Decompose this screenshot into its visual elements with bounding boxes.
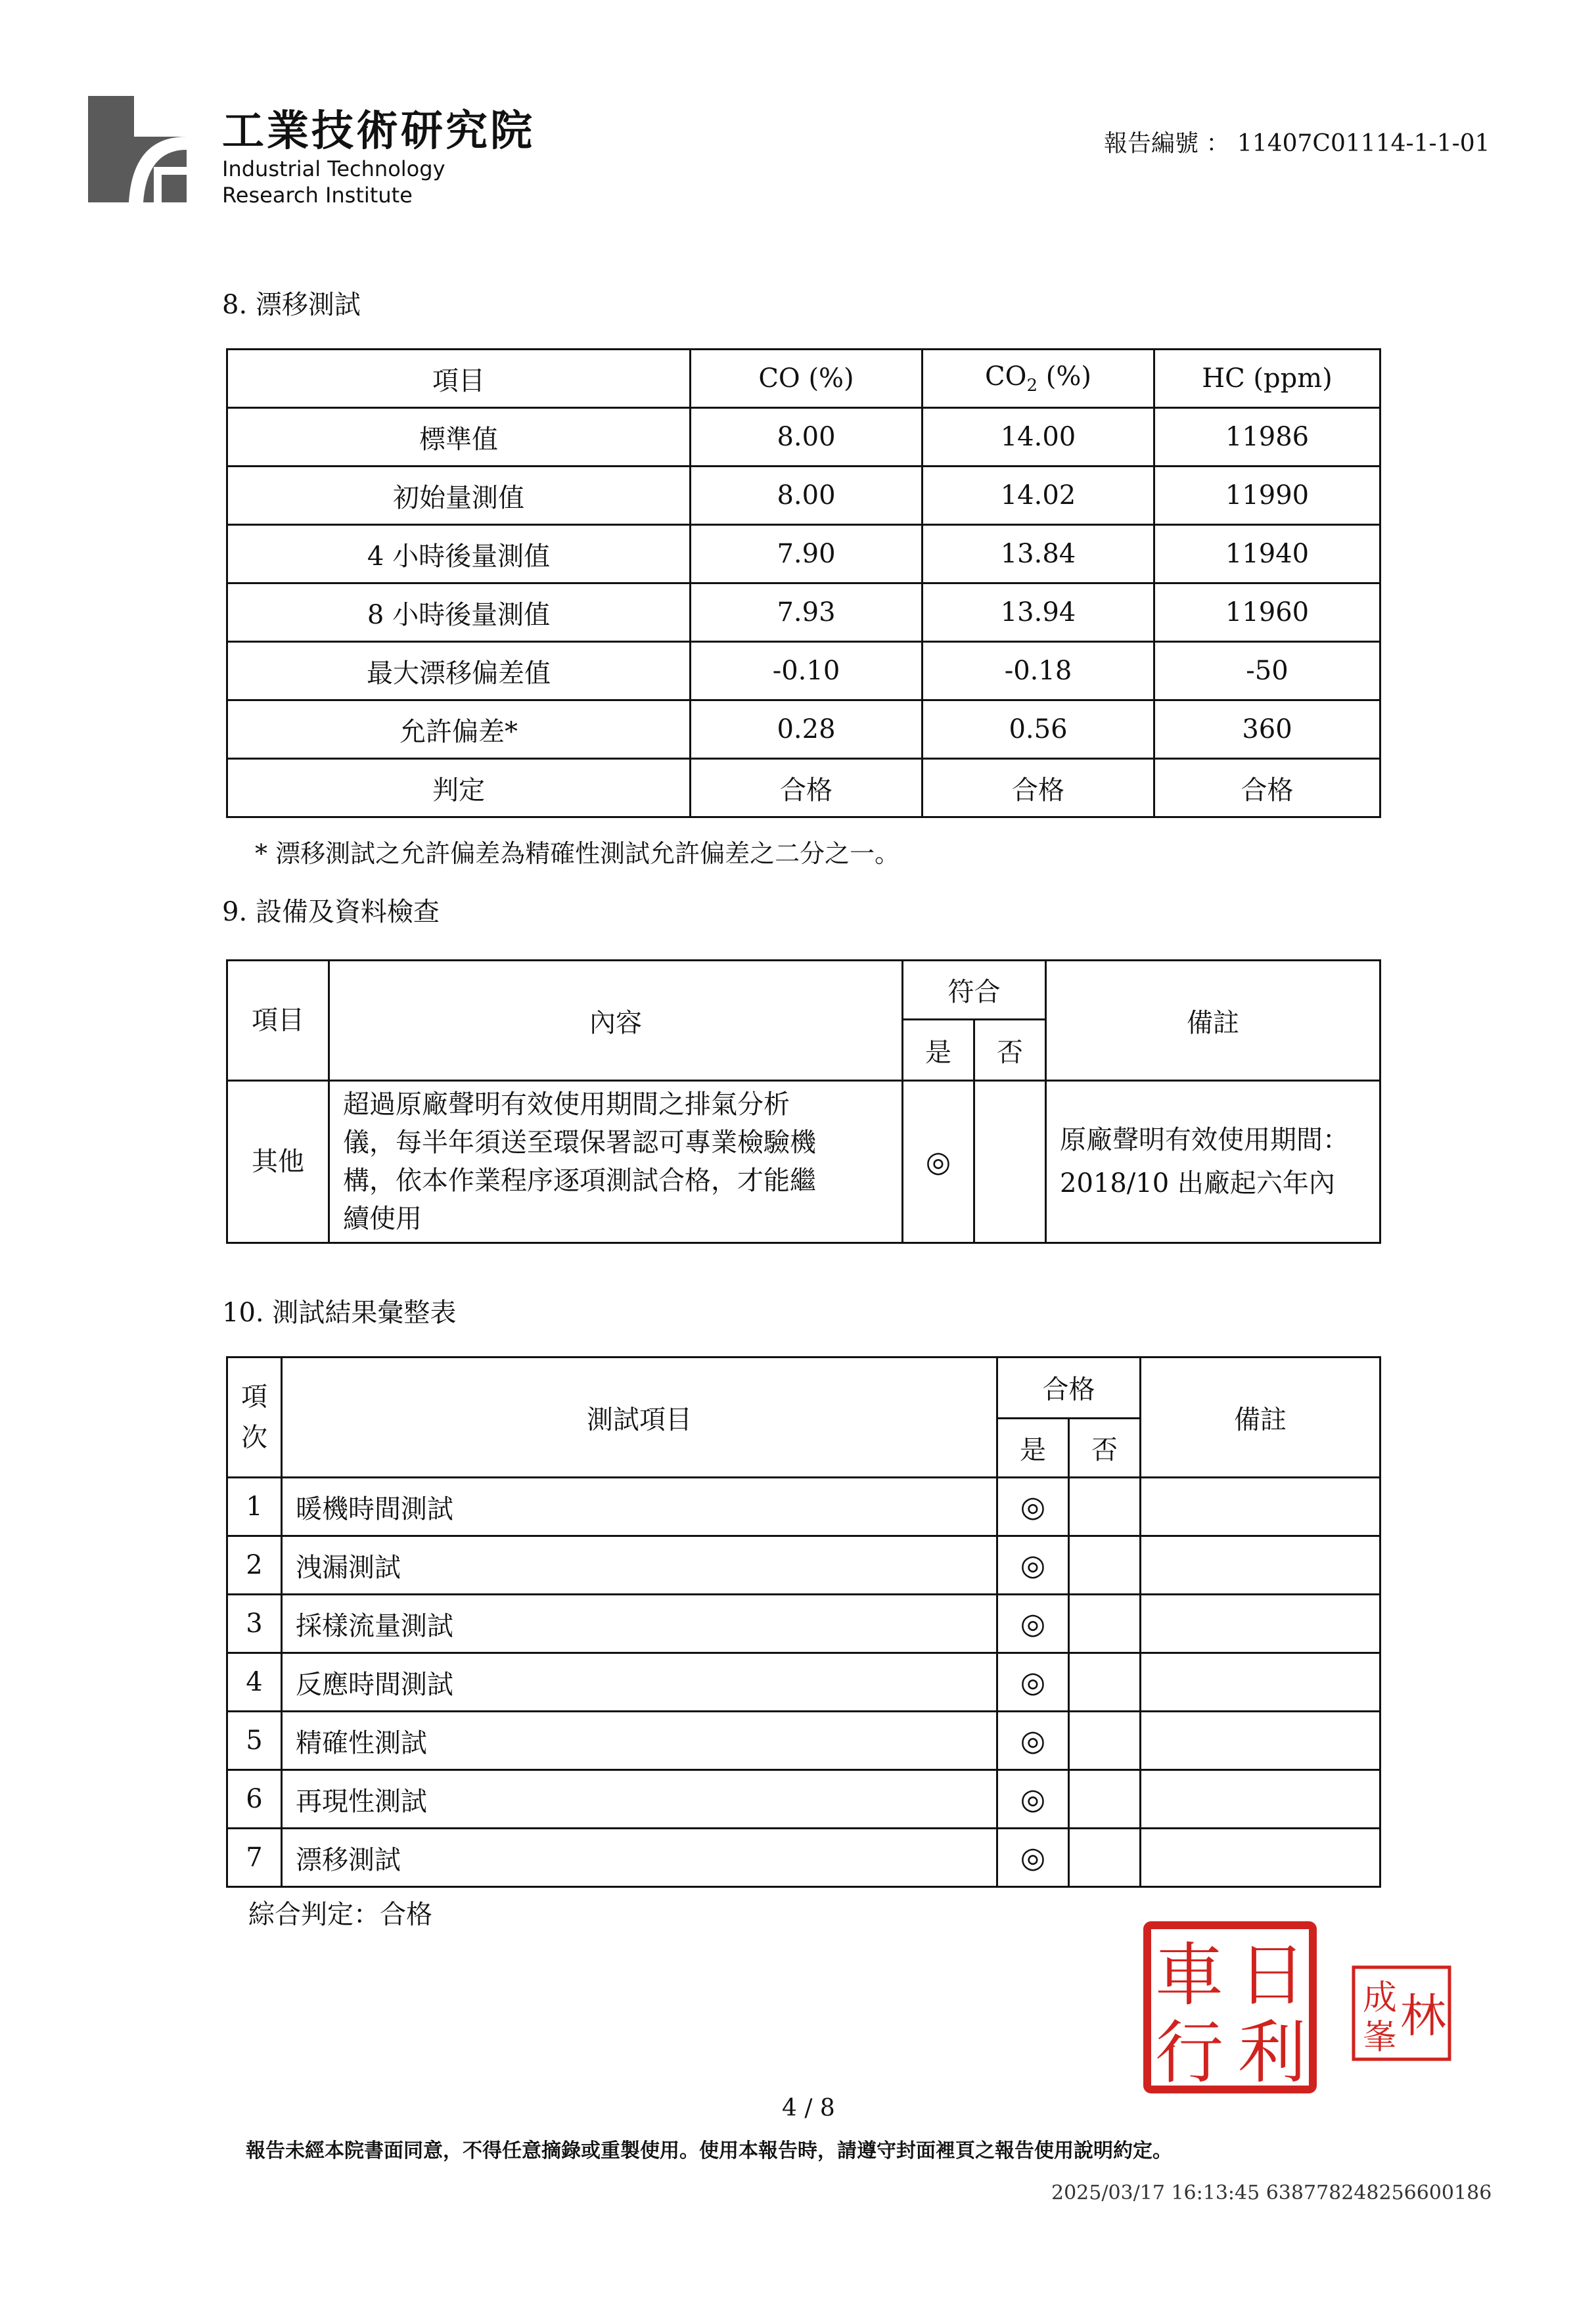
cell-co: 8.00 — [691, 408, 923, 467]
row-no: 2 — [227, 1536, 282, 1595]
section-9-title: 9. 設備及資料檢查 — [222, 897, 440, 927]
header-co2 — [923, 350, 1154, 408]
test-summary-table — [226, 1356, 1381, 1888]
header-no: 項次 — [227, 1358, 282, 1478]
row-item: 採樣流量測試 — [282, 1595, 997, 1653]
row-item: 洩漏測試 — [282, 1536, 997, 1595]
cell-hc: 11990 — [1154, 467, 1380, 525]
header-co2-sub: 2 — [1026, 376, 1037, 396]
row-remark — [1141, 1712, 1380, 1770]
row-remark — [1141, 1595, 1380, 1653]
table-row — [227, 583, 1380, 642]
table-row — [227, 759, 1380, 817]
header-yes: 是 — [997, 1418, 1069, 1477]
cell-co2: 合格 — [923, 759, 1154, 817]
cell-co: 7.90 — [691, 525, 923, 583]
cell-hc: -50 — [1154, 642, 1380, 700]
row-remark-line: 原廠聲明有效使用期間： — [1060, 1125, 1349, 1155]
row-no: 7 — [227, 1829, 282, 1887]
table-row — [227, 700, 1380, 759]
row-fail-mark — [1069, 1770, 1141, 1829]
cell-hc: 11960 — [1154, 583, 1380, 642]
header-no: 否 — [974, 1020, 1046, 1081]
row-content-line: 儀，每半年須送至環保署認可專業檢驗機 — [343, 1128, 816, 1158]
table-row — [227, 408, 1380, 467]
org-name-en-line1: Industrial Technology — [222, 156, 445, 181]
equipment-check-table — [226, 959, 1381, 1244]
itri-logo — [88, 96, 187, 202]
table-row — [227, 467, 1380, 525]
cell-co2: 13.94 — [923, 583, 1154, 642]
table-header-row — [227, 961, 1380, 1020]
row-yes-mark: ◎ — [997, 1829, 1069, 1887]
table-row — [227, 1712, 1380, 1770]
row-fail-mark — [1069, 1536, 1141, 1595]
red-seal-stamp — [1143, 1921, 1317, 2093]
cell-hc: 合格 — [1154, 759, 1380, 817]
footer-notice: 報告未經本院書面同意，不得任意摘錄或重製使用。使用本報告時，請遵守封面裡頁之報告使用說明約定。 — [246, 2139, 1172, 2162]
overall-judgement: 綜合判定：合格 — [248, 1900, 432, 1930]
table-row — [227, 525, 1380, 583]
header-hc: HC (ppm) — [1154, 350, 1380, 408]
cell-co2: 13.84 — [923, 525, 1154, 583]
row-yes-mark: ◎ — [997, 1478, 1069, 1536]
page-number: 4 / 8 — [782, 2095, 835, 2122]
svg-text:峯: 峯 — [1362, 2018, 1398, 2057]
row-yes-mark: ◎ — [903, 1081, 974, 1243]
cell-co2: 14.00 — [923, 408, 1154, 467]
row-remark — [1046, 1081, 1380, 1243]
row-remark — [1141, 1770, 1380, 1829]
cell-co: 0.28 — [691, 700, 923, 759]
row-label: 初始量測值 — [227, 467, 691, 525]
header-content: 內容 — [329, 961, 903, 1081]
header-remark: 備註 — [1141, 1358, 1380, 1478]
row-no: 5 — [227, 1712, 282, 1770]
row-item: 漂移測試 — [282, 1829, 997, 1887]
row-item: 再現性測試 — [282, 1770, 997, 1829]
header-item: 項目 — [227, 350, 691, 408]
header-conform: 符合 — [903, 961, 1046, 1020]
table-row — [227, 1536, 1380, 1595]
table-header-row — [227, 1358, 1380, 1419]
header-pass: 合格 — [997, 1358, 1141, 1419]
row-yes-mark: ◎ — [997, 1536, 1069, 1595]
header-fail: 否 — [1069, 1418, 1141, 1477]
svg-text:車: 車 — [1154, 1935, 1224, 2015]
row-content-line: 構，依本作業程序逐項測試合格，才能繼 — [343, 1166, 816, 1196]
table-row — [227, 1595, 1380, 1653]
header-co: CO (%) — [691, 350, 923, 408]
row-fail-mark — [1069, 1595, 1141, 1653]
small-red-seal — [1351, 1965, 1452, 2062]
header-co2-base: CO — [985, 361, 1027, 392]
row-label: 標準值 — [227, 408, 691, 467]
table-row — [227, 1829, 1380, 1887]
cell-hc: 11986 — [1154, 408, 1380, 467]
section-10-title: 10. 測試結果彙整表 — [222, 1298, 457, 1328]
drift-test-table — [226, 348, 1381, 818]
cell-co: 合格 — [691, 759, 923, 817]
row-yes-mark: ◎ — [997, 1653, 1069, 1712]
report-number: 報告編號 ： 11407C01114-1-1-01 — [1104, 130, 1490, 157]
row-fail-mark — [1069, 1478, 1141, 1536]
cell-co: -0.10 — [691, 642, 923, 700]
row-remark — [1141, 1829, 1380, 1887]
table-header-row — [227, 350, 1380, 408]
row-fail-mark — [1069, 1653, 1141, 1712]
svg-text:林: 林 — [1400, 1989, 1446, 2043]
svg-text:利: 利 — [1237, 2013, 1307, 2093]
header-remark: 備註 — [1046, 961, 1380, 1081]
row-label: 最大漂移偏差值 — [227, 642, 691, 700]
header-co2-unit: (%) — [1037, 361, 1091, 392]
svg-text:日: 日 — [1237, 1935, 1307, 2015]
table-row — [227, 642, 1380, 700]
row-yes-mark: ◎ — [997, 1770, 1069, 1829]
header-yes: 是 — [903, 1020, 974, 1081]
org-name-zh: 工業技術研究院 — [222, 107, 535, 156]
row-fail-mark — [1069, 1829, 1141, 1887]
cell-hc: 11940 — [1154, 525, 1380, 583]
row-label: 判定 — [227, 759, 691, 817]
row-label: 8 小時後量測值 — [227, 583, 691, 642]
cell-co2: 0.56 — [923, 700, 1154, 759]
row-no: 4 — [227, 1653, 282, 1712]
row-content-line: 超過原廠聲明有效使用期間之排氣分析 — [343, 1089, 790, 1120]
table-row — [227, 1478, 1380, 1536]
cell-co2: -0.18 — [923, 642, 1154, 700]
row-fail-mark — [1069, 1712, 1141, 1770]
header-item: 測試項目 — [282, 1358, 997, 1478]
row-content-line: 續使用 — [343, 1204, 422, 1234]
row-remark — [1141, 1536, 1380, 1595]
row-label: 允許偏差* — [227, 700, 691, 759]
cell-co: 7.93 — [691, 583, 923, 642]
table-row — [227, 1770, 1380, 1829]
row-item: 精確性測試 — [282, 1712, 997, 1770]
section-8-title: 8. 漂移測試 — [222, 290, 361, 320]
drift-test-note: * 漂移測試之允許偏差為精確性測試允許偏差之二分之一。 — [255, 839, 900, 868]
row-remark — [1141, 1478, 1380, 1536]
table-row — [227, 1081, 1380, 1243]
cell-co: 8.00 — [691, 467, 923, 525]
row-item: 其他 — [227, 1081, 329, 1243]
row-no-mark — [974, 1081, 1046, 1243]
header-item: 項目 — [227, 961, 329, 1081]
print-timestamp: 2025/03/17 16:13:45 638778248256600186 — [1051, 2181, 1492, 2204]
cell-hc: 360 — [1154, 700, 1380, 759]
row-no: 1 — [227, 1478, 282, 1536]
cell-co2: 14.02 — [923, 467, 1154, 525]
row-no: 3 — [227, 1595, 282, 1653]
row-content — [329, 1081, 903, 1243]
org-name-en-line2: Research Institute — [222, 183, 413, 208]
row-yes-mark: ◎ — [997, 1595, 1069, 1653]
row-item: 反應時間測試 — [282, 1653, 997, 1712]
row-remark-line: 2018/10 出廠起六年內 — [1060, 1168, 1335, 1198]
svg-text:成: 成 — [1362, 1978, 1398, 2018]
svg-text:行: 行 — [1154, 2013, 1224, 2093]
row-label: 4 小時後量測值 — [227, 525, 691, 583]
table-row — [227, 1653, 1380, 1712]
row-no: 6 — [227, 1770, 282, 1829]
row-remark — [1141, 1653, 1380, 1712]
row-yes-mark: ◎ — [997, 1712, 1069, 1770]
row-item: 暖機時間測試 — [282, 1478, 997, 1536]
